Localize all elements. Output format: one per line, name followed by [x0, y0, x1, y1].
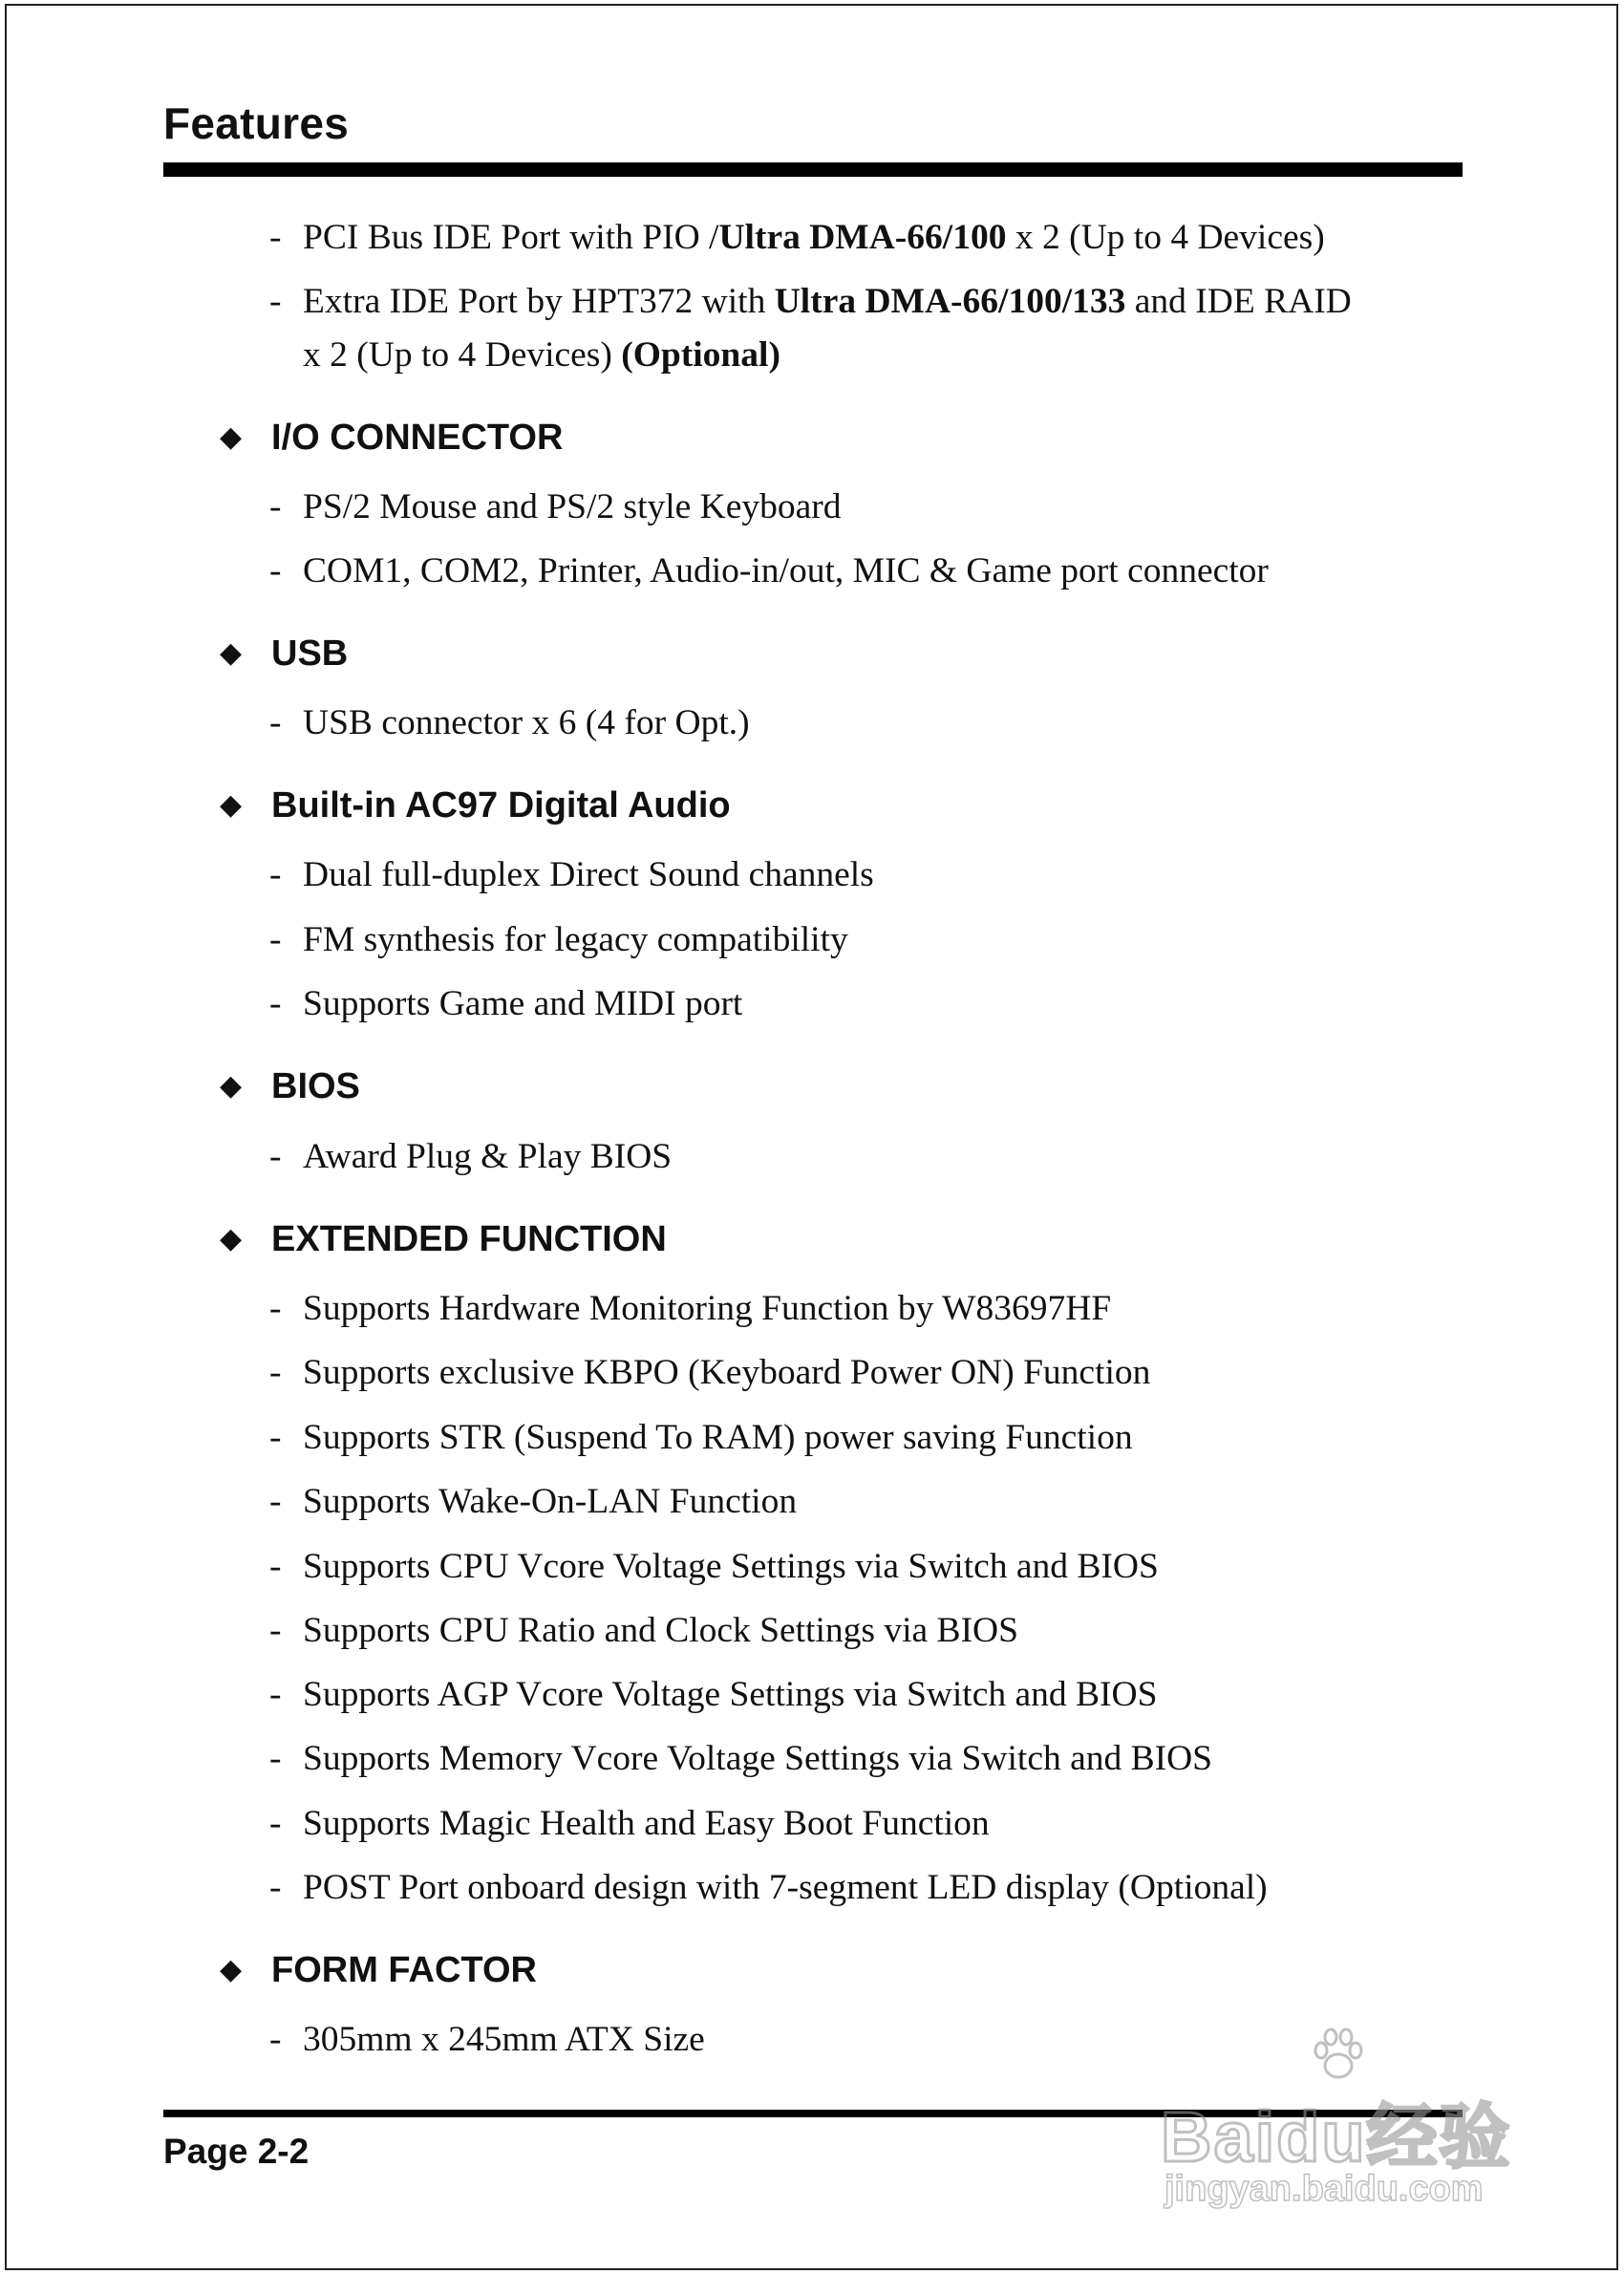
- diamond-bullet-icon: ◆: [220, 637, 243, 669]
- list-item: - FM synthesis for legacy compatibility: [269, 920, 848, 959]
- list-item: - Supports exclusive KBPO (Keyboard Power ON) Function: [269, 1353, 1151, 1392]
- list-item: - Supports CPU Ratio and Clock Settings via BIOS: [269, 1611, 1018, 1650]
- list-item: - USB connector x 6 (4 for Opt.): [269, 703, 750, 742]
- list-item: - POST Port onboard design with 7-segment LED display (Optional): [269, 1868, 1268, 1907]
- list-item: - Supports Wake-On-LAN Function: [269, 1482, 798, 1521]
- section-heading-bios: ◆ BIOS: [220, 1066, 360, 1106]
- list-item: - Supports STR (Suspend To RAM) power saving Function: [269, 1418, 1133, 1457]
- page-number: Page 2-2: [163, 2132, 310, 2171]
- list-item: - Supports Hardware Monitoring Function by W83697HF: [269, 1289, 1112, 1328]
- ide-item-1: - PCI Bus IDE Port with PIO /Ultra DMA-66/100 x 2 (Up to 4 Devices): [269, 211, 1325, 265]
- header-rule: [163, 162, 1463, 177]
- diamond-bullet-icon: ◆: [220, 789, 243, 821]
- watermark-url: jingyan.baidu.com: [1165, 2169, 1484, 2209]
- section-heading-extended: ◆ EXTENDED FUNCTION: [220, 1219, 667, 1259]
- list-item: - 305mm x 245mm ATX Size: [269, 2020, 705, 2059]
- paw-icon: [1309, 2026, 1368, 2085]
- list-item: - Award Plug & Play BIOS: [269, 1137, 673, 1176]
- list-item: - Supports Memory Vcore Voltage Settings via Switch and BIOS: [269, 1739, 1213, 1778]
- list-item: - PS/2 Mouse and PS/2 style Keyboard: [269, 487, 842, 526]
- diamond-bullet-icon: ◆: [220, 1223, 243, 1255]
- list-item: - COM1, COM2, Printer, Audio-in/out, MIC & Game port connector: [269, 551, 1269, 590]
- diamond-bullet-icon: ◆: [220, 1954, 243, 1985]
- section-heading-form-factor: ◆ FORM FACTOR: [220, 1950, 537, 1990]
- watermark-brand: Baidu经验: [1161, 2097, 1512, 2177]
- dash: -: [269, 218, 282, 257]
- dash: -: [269, 282, 282, 321]
- section-heading-usb: ◆ USB: [220, 633, 349, 674]
- list-item: - Supports CPU Vcore Voltage Settings via Switch and BIOS: [269, 1547, 1159, 1586]
- diamond-bullet-icon: ◆: [220, 421, 243, 453]
- watermark: [1151, 2026, 1533, 2217]
- list-item: - Supports Magic Health and Easy Boot Function: [269, 1804, 990, 1843]
- section-heading-io: ◆ I/O CONNECTOR: [220, 418, 564, 458]
- list-item: - Supports AGP Vcore Voltage Settings via Switch and BIOS: [269, 1675, 1158, 1714]
- list-item: - Dual full-duplex Direct Sound channels: [269, 855, 874, 894]
- page-title: Features: [163, 98, 350, 148]
- ide-item-2-continued: x 2 (Up to 4 Devices) (Optional): [303, 335, 780, 375]
- diamond-bullet-icon: ◆: [220, 1070, 243, 1102]
- ide-item-2: - Extra IDE Port by HPT372 with Ultra DMA-66/100/133 and IDE RAID x 2 (Up to 4 Devices) (Optional): [269, 275, 1352, 382]
- section-heading-audio: ◆ Built-in AC97 Digital Audio: [220, 785, 731, 826]
- list-item: - Supports Game and MIDI port: [269, 984, 743, 1023]
